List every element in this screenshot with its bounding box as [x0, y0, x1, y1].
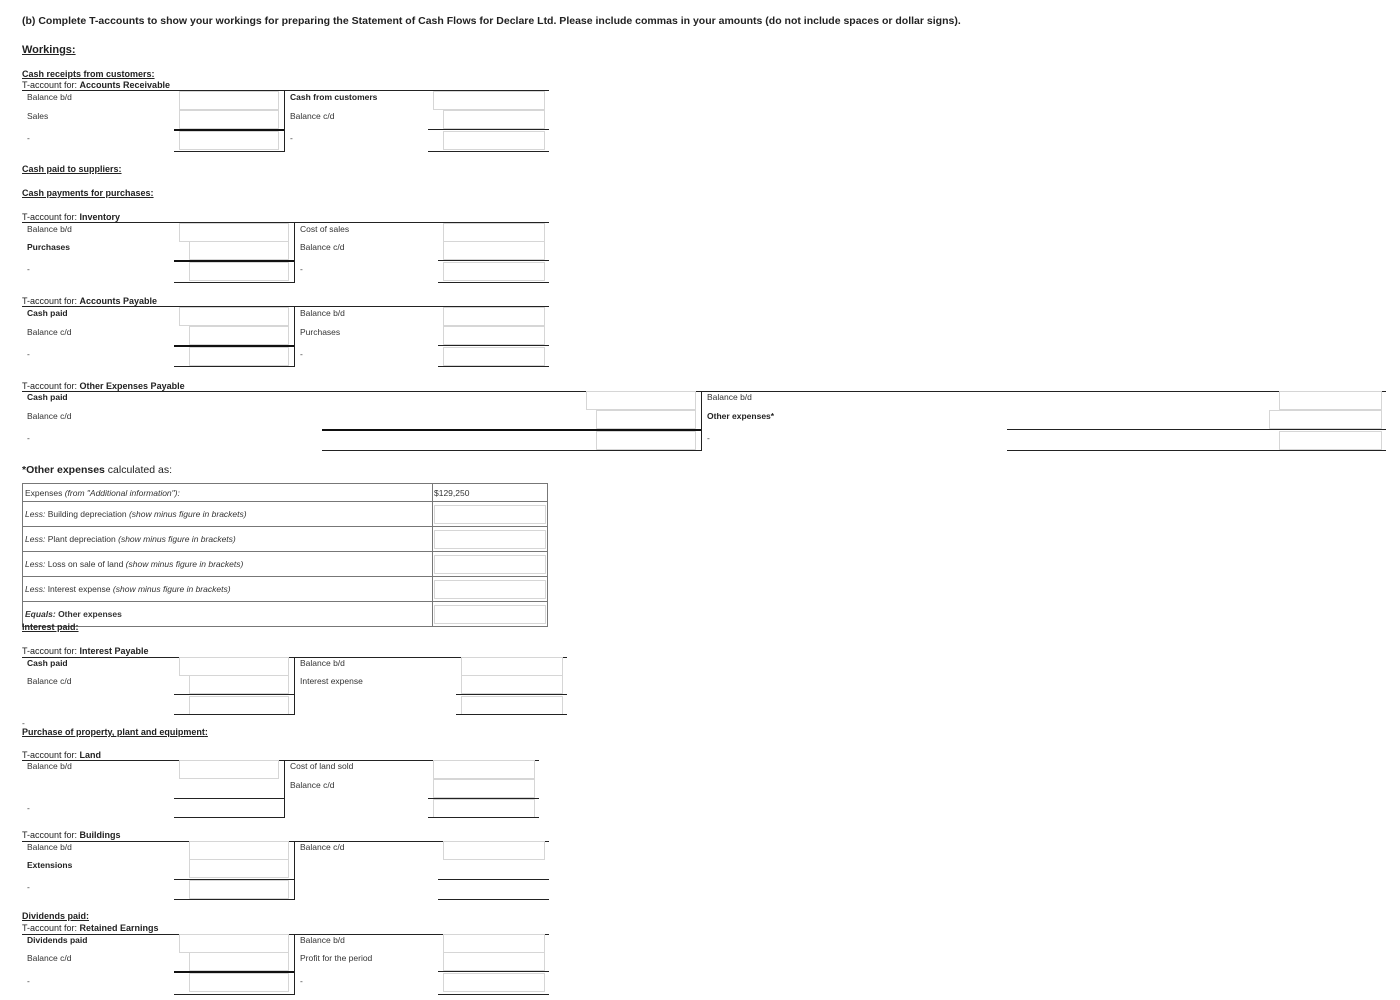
section-cash-payments-purchases-text: Cash payments for purchases [22, 188, 151, 198]
re-right-label-2: Profit for the period [300, 953, 373, 963]
re-right-total-line [438, 994, 549, 995]
inventory-balance-cd-input[interactable] [443, 241, 545, 260]
taccount-oep-name: Other Expenses Payable [79, 381, 185, 391]
buildings-right-subtotal-line [438, 879, 549, 880]
ip-balance-bd-input[interactable] [461, 657, 563, 676]
other-expenses-total-input[interactable] [434, 605, 546, 624]
ap-right-subtotal-line [438, 345, 549, 346]
buildings-extensions-input[interactable] [189, 859, 289, 878]
buildings-balance-cd-input[interactable] [443, 841, 545, 860]
buildings-left-total-line [174, 899, 294, 900]
re-right-subtotal-line [438, 971, 549, 972]
land-cost-of-land-sold-input[interactable] [433, 760, 535, 779]
taccount-prefix: T-account for: [22, 923, 80, 933]
section-cash-paid-suppliers [22, 164, 122, 174]
taccount-oep-top-line [22, 391, 1386, 392]
calc-row-text: Building depreciation [45, 509, 129, 519]
calc-row-note: (show minus figure in brackets) [112, 584, 231, 594]
ar-left-label-2: Sales [27, 111, 49, 121]
calc-row-expenses-value: $129,250 [433, 484, 548, 502]
buildings-right-label-1: Balance c/d [300, 842, 345, 852]
ap-right-total-line [438, 366, 549, 367]
other-expenses-calc-title [22, 464, 172, 476]
taccount-land-divider [284, 760, 285, 818]
taccount-prefix: T-account for: [22, 212, 80, 222]
inventory-cost-of-sales-input[interactable] [443, 223, 545, 242]
calc-row-prefix: Less: [25, 534, 46, 544]
section-cash-receipts-text: Cash receipts from customers [22, 69, 152, 79]
calc-row-value-cell [433, 527, 548, 552]
ap-left-label-2: Balance c/d [27, 327, 72, 337]
ip-left-total-line [174, 714, 294, 715]
buildings-left-label-2: Extensions [27, 860, 73, 870]
ap-right-dash: - [300, 349, 303, 359]
calc-row-value-cell [433, 602, 548, 627]
taccount-ap-title [22, 296, 157, 306]
ap-left-total-input[interactable] [189, 347, 289, 366]
taccount-ap-name: Accounts Payable [79, 296, 158, 306]
taccount-ip-divider [294, 657, 295, 715]
other-expenses-calc-table [22, 483, 548, 627]
land-left-subtotal-line [174, 798, 284, 799]
land-balance-cd-input[interactable] [433, 779, 535, 798]
inventory-left-label-1: Balance b/d [27, 224, 72, 234]
buildings-left-label-1: Balance b/d [27, 842, 72, 852]
calc-row-expenses [23, 484, 548, 502]
ip-left-total-input[interactable] [189, 696, 289, 715]
ar-right-subtotal-line [428, 129, 549, 130]
taccount-prefix: T-account for: [22, 646, 80, 656]
land-right-label-2: Balance c/d [290, 780, 335, 790]
oep-right-label-1: Balance b/d [707, 392, 752, 402]
calc-row-desc [23, 502, 433, 527]
buildings-left-dash: - [27, 882, 30, 892]
re-balance-cd-input[interactable] [189, 952, 289, 971]
workings-text: Workings [22, 44, 72, 56]
land-balance-bd-input[interactable] [179, 760, 279, 779]
ap-left-dash: - [27, 349, 30, 359]
oep-left-label-2: Balance c/d [27, 411, 72, 421]
ap-balance-cd-input[interactable] [189, 326, 289, 345]
ip-right-subtotal-line [456, 694, 567, 695]
land-left-label-1: Balance b/d [27, 761, 72, 771]
calc-row-prefix: Less: [25, 509, 46, 519]
calc-row-plant-depreciation [23, 527, 548, 552]
oep-right-total-line [1007, 450, 1386, 451]
inventory-left-label-2: Purchases [27, 242, 70, 252]
taccount-prefix: T-account for: [22, 80, 80, 90]
re-dividends-paid-input[interactable] [179, 934, 289, 953]
ip-left-label-2: Balance c/d [27, 676, 72, 686]
section-dividends-paid [22, 911, 89, 921]
section-cash-payments-purchases [22, 188, 154, 198]
taccount-inventory-name: Inventory [79, 212, 121, 222]
calc-row-desc [23, 602, 433, 627]
ar-right-label-2: Balance c/d [290, 111, 335, 121]
section-colon: : [150, 188, 154, 198]
ap-balance-bd-input[interactable] [443, 307, 545, 326]
ip-right-total-line [456, 714, 567, 715]
taccount-prefix: T-account for: [22, 830, 80, 840]
calc-row-note: (show minus figure in brackets) [118, 534, 236, 544]
re-left-label-2: Balance c/d [27, 953, 72, 963]
loss-on-sale-of-land-input[interactable] [434, 555, 546, 574]
section-colon: : [118, 164, 122, 174]
workings-colon: : [71, 44, 76, 56]
re-left-dash: - [27, 976, 30, 986]
section-colon: : [86, 911, 90, 921]
oep-balance-cd-input[interactable] [596, 410, 696, 429]
inventory-left-total-line [174, 282, 294, 283]
inventory-balance-bd-input[interactable] [179, 223, 289, 242]
taccount-re-name: Retained Earnings [79, 923, 159, 933]
ap-right-total-input[interactable] [443, 347, 545, 366]
ap-left-label-1: Cash paid [27, 308, 68, 318]
ip-interest-expense-input[interactable] [461, 675, 563, 694]
taccount-ar-name: Accounts Receivable [79, 80, 171, 90]
section-colon: : [151, 69, 155, 79]
section-ppe [22, 727, 208, 737]
inventory-right-label-2: Balance c/d [300, 242, 345, 252]
re-left-total-input[interactable] [189, 973, 289, 992]
taccount-ip-name: Interest Payable [79, 646, 149, 656]
taccount-prefix: T-account for: [22, 381, 80, 391]
ar-left-label-1: Balance b/d [27, 92, 72, 102]
calc-row-prefix: Expenses [25, 487, 63, 498]
taccount-land-name: Land [79, 750, 102, 760]
oep-other-expenses-input[interactable] [1269, 410, 1382, 429]
ppe-dash: - [22, 718, 25, 728]
inventory-right-dash: - [300, 264, 303, 274]
taccount-oep-title [22, 381, 185, 391]
calc-row-interest-expense [23, 577, 548, 602]
taccount-buildings-name: Buildings [79, 830, 121, 840]
ip-right-label-2: Interest expense [300, 676, 363, 686]
re-balance-bd-input[interactable] [443, 934, 545, 953]
calc-row-text: Loss on sale of land [45, 559, 126, 569]
buildings-right-total-line [438, 899, 549, 900]
ar-balance-bd-input[interactable] [179, 91, 279, 110]
oep-left-label-1: Cash paid [27, 392, 68, 402]
oep-balance-bd-input[interactable] [1279, 391, 1382, 410]
ar-right-total-line [428, 151, 549, 152]
taccount-prefix: T-account for: [22, 750, 80, 760]
section-ppe-text: Purchase of property, plant and equipment [22, 727, 205, 737]
taccount-ap-divider [294, 306, 295, 367]
land-left-total-line [174, 817, 284, 818]
calc-row-building-depreciation [23, 502, 548, 527]
taccount-ip-title [22, 646, 149, 656]
oep-cash-paid-input[interactable] [586, 391, 696, 410]
inventory-left-dash: - [27, 264, 30, 274]
taccount-ar-title [22, 80, 170, 90]
section-colon: : [204, 727, 208, 737]
ar-left-total-input[interactable] [179, 131, 279, 150]
ip-right-label-1: Balance b/d [300, 658, 345, 668]
oep-right-label-2: Other expenses* [707, 411, 775, 421]
taccount-re-divider [294, 934, 295, 995]
ar-left-total-line [174, 151, 284, 152]
oep-right-subtotal-line [1007, 429, 1386, 430]
section-cash-paid-suppliers-text: Cash paid to suppliers [22, 164, 119, 174]
calc-row-note: (show minus figure in brackets) [125, 559, 244, 569]
section-interest-paid-text: Interest paid [22, 622, 76, 632]
oep-left-dash: - [27, 433, 30, 443]
calc-row-desc [23, 527, 433, 552]
taccount-oep-divider [701, 391, 702, 451]
calc-row-loss-on-sale-of-land [23, 552, 548, 577]
land-right-total-input[interactable] [433, 799, 535, 818]
ap-left-total-line [174, 366, 294, 367]
inventory-right-subtotal-line [438, 260, 549, 261]
re-right-label-1: Balance b/d [300, 935, 345, 945]
calc-row-desc [23, 484, 433, 502]
ar-right-total-input[interactable] [443, 131, 545, 150]
section-dividends-paid-text: Dividends paid [22, 911, 87, 921]
calc-row-value-cell [433, 502, 548, 527]
ar-right-label-1: Cash from customers [290, 92, 378, 102]
building-depreciation-input[interactable] [434, 505, 546, 524]
oep-left-total-line [322, 450, 701, 451]
calc-row-note: (from "Additional information"): [62, 487, 180, 498]
calc-row-value-cell [433, 552, 548, 577]
section-cash-receipts [22, 69, 155, 79]
inventory-left-total-input[interactable] [189, 262, 289, 281]
calc-row-desc [23, 577, 433, 602]
interest-expense-input[interactable] [434, 580, 546, 599]
ap-right-label-2: Purchases [300, 327, 341, 337]
ar-sales-input[interactable] [179, 110, 279, 129]
re-profit-input[interactable] [443, 952, 545, 971]
ip-right-total-input[interactable] [461, 696, 563, 715]
re-left-total-line [174, 994, 294, 995]
ar-left-dash: - [27, 133, 30, 143]
buildings-left-total-input[interactable] [189, 880, 289, 899]
land-right-total-line [428, 817, 539, 818]
ip-left-label-1: Cash paid [27, 658, 68, 668]
re-left-label-1: Dividends paid [27, 935, 88, 945]
buildings-balance-bd-input[interactable] [189, 841, 289, 860]
calc-row-text: Interest expense [45, 584, 113, 594]
section-interest-paid [22, 622, 79, 632]
taccount-buildings-title [22, 830, 121, 840]
inventory-right-label-1: Cost of sales [300, 224, 350, 234]
ip-balance-cd-input[interactable] [189, 675, 289, 694]
section-colon: : [75, 622, 79, 632]
ap-cash-paid-input[interactable] [179, 307, 289, 326]
re-right-total-input[interactable] [443, 973, 545, 992]
calc-row-prefix: Equals: [25, 609, 56, 619]
calc-row-note: (show minus figure in brackets) [128, 509, 247, 519]
re-right-dash: - [300, 976, 303, 986]
calc-row-text: Other expenses [55, 609, 122, 619]
inventory-right-total-line [438, 282, 549, 283]
ap-purchases-input[interactable] [443, 326, 545, 345]
ar-right-dash: - [290, 133, 293, 143]
plant-depreciation-input[interactable] [434, 530, 546, 549]
oep-right-dash: - [707, 433, 710, 443]
calc-title-rest: calculated as: [104, 464, 172, 476]
question-heading: (b) Complete T-accounts to show your workings for preparing the Statement of Cash Flows for Declare Ltd. Please include commas in your amounts (do not include spaces or dollar signs). [22, 15, 961, 27]
taccount-prefix: T-account for: [22, 296, 80, 306]
ip-cash-paid-input[interactable] [179, 657, 289, 676]
calc-row-desc [23, 552, 433, 577]
taccount-buildings-divider [294, 841, 295, 900]
calc-title-bold: *Other expenses [22, 464, 105, 476]
calc-row-text: Plant depreciation [45, 534, 119, 544]
taccount-inventory-title [22, 212, 120, 222]
inventory-right-total-input[interactable] [443, 262, 545, 281]
taccount-land-title [22, 750, 101, 760]
taccount-re-title [22, 923, 159, 933]
land-left-dash: - [27, 803, 30, 813]
taccount-inventory-divider [294, 222, 295, 283]
ar-cash-from-customers-input[interactable] [433, 91, 545, 110]
calc-row-other-expenses-total [23, 602, 548, 627]
ap-right-label-1: Balance b/d [300, 308, 345, 318]
calc-row-prefix: Less: [25, 584, 46, 594]
ip-left-subtotal-line [174, 694, 294, 695]
inventory-purchases-input[interactable] [189, 241, 289, 260]
oep-left-total-input[interactable] [596, 431, 696, 450]
taccount-ar-divider [284, 90, 285, 152]
calc-row-value-cell [433, 577, 548, 602]
land-right-label-1: Cost of land sold [290, 761, 354, 771]
ar-balance-cd-input[interactable] [443, 110, 545, 129]
workings-label [22, 44, 76, 56]
oep-right-total-input[interactable] [1279, 431, 1382, 450]
calc-row-prefix: Less: [25, 559, 46, 569]
